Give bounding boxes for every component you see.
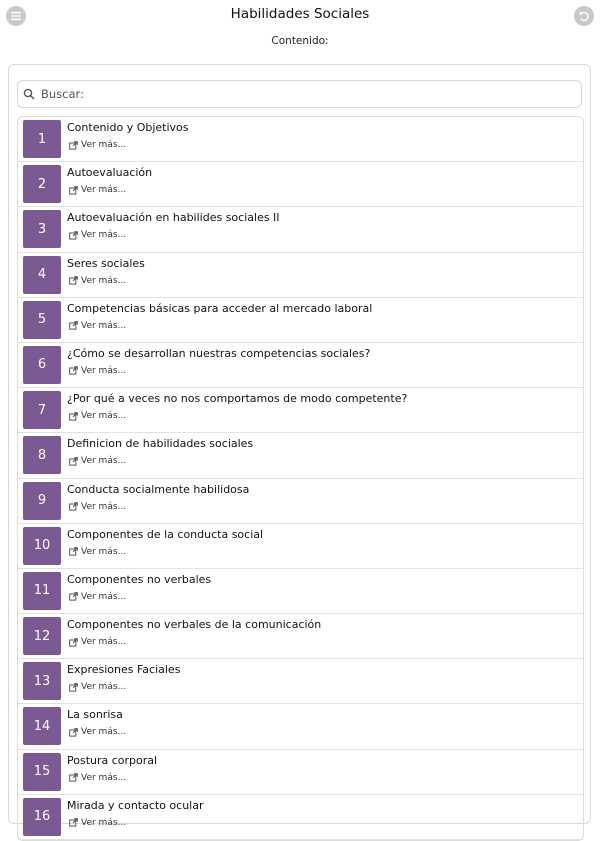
list-item[interactable] xyxy=(18,207,583,252)
item-title: Autoevaluación xyxy=(67,166,153,180)
item-number: 10 xyxy=(23,527,61,565)
external-link-icon xyxy=(69,141,78,150)
list-item[interactable] xyxy=(18,162,583,207)
item-number: 1 xyxy=(23,120,61,158)
see-more-link[interactable] xyxy=(69,321,126,331)
item-title: Competencias básicas para acceder al mercado laboral xyxy=(67,301,373,315)
list-item[interactable] xyxy=(18,524,583,569)
see-more-link[interactable] xyxy=(69,547,126,557)
item-title: ¿Cómo se desarrollan nuestras competencias sociales? xyxy=(67,346,371,360)
list-item[interactable] xyxy=(18,253,583,298)
see-more-link[interactable] xyxy=(69,366,126,376)
see-more-label: Ver más... xyxy=(81,230,127,241)
see-more-label: Ver más... xyxy=(81,411,127,422)
back-button[interactable] xyxy=(574,6,594,26)
see-more-label: Ver más... xyxy=(81,501,127,512)
page-title: Habilidades Sociales xyxy=(230,6,370,22)
see-more-link[interactable] xyxy=(69,637,126,647)
see-more-link[interactable] xyxy=(69,140,126,150)
search-input[interactable] xyxy=(41,87,561,101)
list-item[interactable] xyxy=(18,117,583,162)
list-item[interactable] xyxy=(18,433,583,478)
see-more-label: Ver más... xyxy=(81,817,127,828)
list-item[interactable] xyxy=(18,298,583,343)
item-number: 8 xyxy=(23,436,61,474)
see-more-label: Ver más... xyxy=(81,365,127,376)
item-title: Componentes no verbales xyxy=(67,572,212,586)
search-bar[interactable] xyxy=(17,80,582,108)
item-title: Expresiones Faciales xyxy=(67,663,181,677)
item-number: 13 xyxy=(23,662,61,700)
list-item[interactable] xyxy=(18,659,583,704)
see-more-link[interactable] xyxy=(69,411,126,421)
external-link-icon xyxy=(69,502,78,511)
see-more-label: Ver más... xyxy=(81,727,127,738)
item-number: 7 xyxy=(23,391,61,429)
external-link-icon xyxy=(69,728,78,737)
external-link-icon xyxy=(69,366,78,375)
external-link-icon xyxy=(69,818,78,827)
see-more-link[interactable] xyxy=(69,592,126,602)
see-more-link[interactable] xyxy=(69,185,126,195)
content-list xyxy=(17,116,584,841)
external-link-icon xyxy=(69,773,78,782)
item-title: Seres sociales xyxy=(67,256,145,270)
see-more-link[interactable] xyxy=(69,456,126,466)
list-item[interactable] xyxy=(18,343,583,388)
content-panel xyxy=(8,64,591,828)
external-link-icon xyxy=(69,683,78,692)
see-more-label: Ver más... xyxy=(81,275,127,286)
item-number: 16 xyxy=(23,798,61,836)
item-number: 2 xyxy=(23,165,61,203)
item-title: Contenido y Objetivos xyxy=(67,121,189,134)
list-item[interactable] xyxy=(18,569,583,614)
external-link-icon xyxy=(69,412,78,421)
item-number: 14 xyxy=(23,707,61,745)
item-number: 11 xyxy=(23,572,61,610)
see-more-link[interactable] xyxy=(69,773,126,783)
external-link-icon xyxy=(69,276,78,285)
item-number: 12 xyxy=(23,617,61,655)
see-more-label: Ver más... xyxy=(81,682,127,693)
external-link-icon xyxy=(69,231,78,240)
item-title: Componentes no verbales de la comunicación xyxy=(67,618,322,632)
see-more-label: Ver más... xyxy=(81,772,127,783)
list-item[interactable] xyxy=(18,750,583,795)
item-number: 5 xyxy=(23,301,61,339)
list-item[interactable] xyxy=(18,388,583,433)
item-number: 6 xyxy=(23,346,61,384)
item-title: La sonrisa xyxy=(67,708,123,722)
list-item[interactable] xyxy=(18,479,583,524)
header xyxy=(0,0,600,60)
see-more-label: Ver más... xyxy=(81,456,127,467)
see-more-label: Ver más... xyxy=(81,637,127,648)
list-item[interactable] xyxy=(18,795,583,840)
section-label: Contenido: xyxy=(271,35,329,47)
see-more-link[interactable] xyxy=(69,682,126,692)
list-item[interactable] xyxy=(18,704,583,749)
external-link-icon xyxy=(69,638,78,647)
see-more-label: Ver más... xyxy=(81,320,127,331)
search-icon xyxy=(23,88,35,100)
see-more-label: Ver más... xyxy=(81,546,127,557)
external-link-icon xyxy=(69,321,78,330)
external-link-icon xyxy=(69,457,78,466)
item-number: 3 xyxy=(23,210,61,248)
item-title: Conducta socialmente habilidosa xyxy=(67,482,250,496)
item-number: 15 xyxy=(23,753,61,791)
item-title: Postura corporal xyxy=(67,753,158,767)
see-more-link[interactable] xyxy=(69,502,126,512)
item-title: ¿Por qué a veces no nos comportamos de modo competente? xyxy=(67,392,408,406)
list-item[interactable] xyxy=(18,614,583,659)
see-more-link[interactable] xyxy=(69,230,126,240)
external-link-icon xyxy=(69,547,78,556)
see-more-label: Ver más... xyxy=(81,185,127,196)
external-link-icon xyxy=(69,592,78,601)
undo-icon xyxy=(578,10,590,22)
item-number: 4 xyxy=(23,256,61,294)
see-more-link[interactable] xyxy=(69,276,126,286)
see-more-label: Ver más... xyxy=(81,591,127,602)
see-more-link[interactable] xyxy=(69,818,126,828)
item-title: Componentes de la conducta social xyxy=(67,527,264,541)
item-title: Definicion de habilidades sociales xyxy=(67,437,254,451)
see-more-link[interactable] xyxy=(69,727,126,737)
item-number: 9 xyxy=(23,482,61,520)
external-link-icon xyxy=(69,186,78,195)
item-title: Mirada y contacto ocular xyxy=(67,798,204,812)
item-title: Autoevaluación en habilides sociales II xyxy=(67,211,280,225)
see-more-label: Ver más... xyxy=(81,140,127,150)
